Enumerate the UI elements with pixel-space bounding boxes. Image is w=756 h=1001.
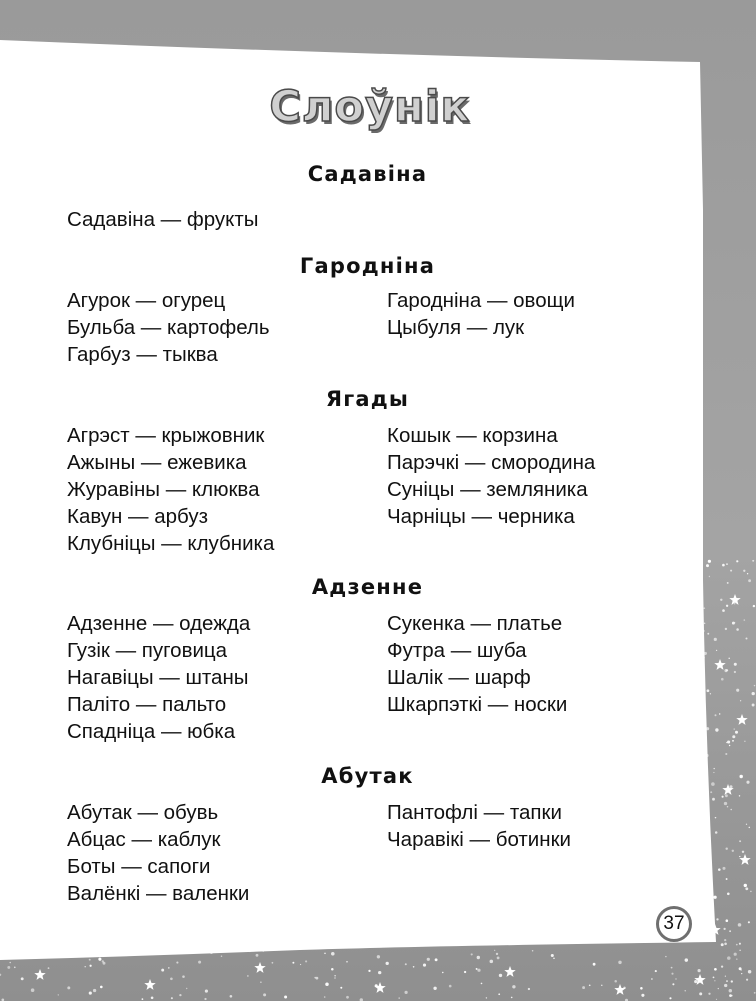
word-entry: Агурок — огурец — [67, 289, 226, 312]
word-entry: Суніцы — земляника — [387, 478, 588, 501]
word-entry: Гародніна — овощи — [387, 289, 575, 312]
word-entry: Нагавіцы — штаны — [67, 666, 249, 689]
word-entry: Гарбуз — тыква — [67, 343, 218, 366]
section-title-abutak: Абутак — [321, 764, 414, 788]
word-entry: Агрэст — крыжовник — [67, 424, 265, 447]
word-entry: Адзенне — одежда — [67, 612, 251, 635]
section-garodnina-right-column — [387, 287, 575, 341]
section-title-garodnina: Гародніна — [299, 254, 436, 278]
section-garodnina-left-column — [67, 287, 270, 368]
section-yagady-right-column — [387, 422, 595, 530]
word-entry: Бульба — картофель — [67, 316, 270, 339]
word-entry: Садавіна — фрукты — [67, 208, 259, 231]
word-entry: Спадніца — юбка — [67, 720, 236, 743]
section-title-sadavina: Садавіна — [307, 162, 428, 186]
word-entry: Журавіны — клюква — [67, 478, 260, 501]
word-entry: Боты — сапоги — [67, 855, 211, 878]
word-entry: Сукенка — платье — [387, 612, 563, 635]
section-adzenne-right-column — [387, 610, 567, 718]
page-number-badge: 37 — [656, 906, 692, 942]
word-entry: Шалік — шарф — [387, 666, 531, 689]
word-entry: Паліто — пальто — [67, 693, 227, 716]
word-entry: Гузік — пуговица — [67, 639, 228, 662]
section-abutak-left-column — [67, 799, 249, 907]
word-entry: Кавун — арбуз — [67, 505, 208, 528]
section-yagady-left-column — [67, 422, 274, 557]
word-entry: Клубніцы — клубника — [67, 532, 275, 555]
word-entry: Парэчкі — смородина — [387, 451, 596, 474]
word-entry: Шкарпэткі — носки — [387, 693, 568, 716]
word-entry: Пантофлі — тапки — [387, 801, 562, 824]
page-title: Слоўнік — [269, 82, 471, 132]
word-entry: Футра — шуба — [387, 639, 527, 662]
section-adzenne-left-column — [67, 610, 250, 745]
word-entry: Абутак — обувь — [67, 801, 219, 824]
word-entry: Чаравікі — ботинки — [387, 828, 571, 851]
section-abutak-right-column — [387, 799, 571, 853]
word-entry: Чарніцы — черника — [387, 505, 575, 528]
word-entry: Кошык — корзина — [387, 424, 558, 447]
section-title-yagady: Ягады — [325, 387, 410, 411]
section-title-adzenne: Адзенне — [311, 575, 424, 599]
word-entry: Цыбуля — лук — [387, 316, 525, 339]
section-sadavina-left-column — [67, 206, 258, 233]
word-entry: Ажыны — ежевика — [67, 451, 247, 474]
word-entry: Валёнкі — валенки — [67, 882, 250, 905]
word-entry: Абцас — каблук — [67, 828, 221, 851]
